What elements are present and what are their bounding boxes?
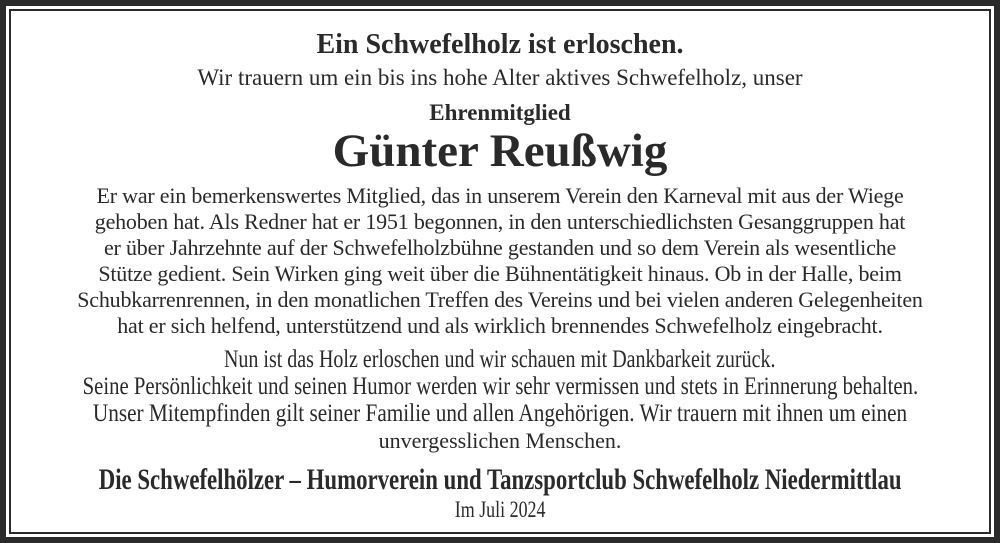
body-paragraph <box>11 183 989 339</box>
honorific-label: Ehrenmitglied <box>429 100 571 125</box>
signature-line <box>11 463 989 496</box>
headline: Ein Schwefelholz ist erloschen. <box>316 29 684 60</box>
closing-paragraphs <box>11 346 989 454</box>
signature-text: Die Schwefelhölzer – Humorverein und Tanzsportclub Schwefelholz Niedermittlau <box>98 463 902 496</box>
body-line: gehoben hat. Als Redner hat er 1951 begonnen, in den unterschiedlichsten Gesanggruppen hat <box>94 209 906 234</box>
intro-line: Wir trauern um ein bis ins hohe Alter aktives Schwefelholz, unser <box>197 65 803 90</box>
date-line <box>11 496 989 524</box>
closing-line-text: Unser Mitempfinden gilt seiner Familie und allen Angehörigen. Wir trauern mit ihnen um einen <box>92 400 908 427</box>
body-line: Er war ein bemerkenswertes Mitglied, das in unserem Verein den Karneval mit aus der Wiege <box>96 183 904 208</box>
date-text: Im Juli 2024 <box>454 497 546 522</box>
inner-frame <box>9 9 991 534</box>
closing-line <box>11 346 989 373</box>
closing-line <box>11 400 989 427</box>
deceased-name: Günter Reußwig <box>332 125 668 177</box>
closing-line: unvergesslichen Menschen. <box>378 428 622 453</box>
closing-line-text: Nun ist das Holz erloschen und wir schauen mit Dankbarkeit zurück. <box>224 346 776 373</box>
body-line: er über Jahrzehnte auf der Schwefelholzbühne gestanden und so dem Verein als wesentliche <box>103 235 897 260</box>
closing-line <box>11 373 989 400</box>
body-line: Schubkarrenrennen, in den monatlichen Treffen des Vereins und bei vielen anderen Gelegenheiten <box>77 287 923 312</box>
body-line: Stütze gedient. Sein Wirken ging weit über die Bühnentätigkeit hinaus. Ob in der Halle, beim <box>98 261 902 286</box>
closing-line-text: Seine Persönlichkeit und seinen Humor werden wir sehr vermissen und stets in Erinnerung behalten. <box>82 373 918 400</box>
body-line: hat er sich helfend, unterstützend und als wirklich brennendes Schwefelholz eingebracht. <box>117 313 883 338</box>
